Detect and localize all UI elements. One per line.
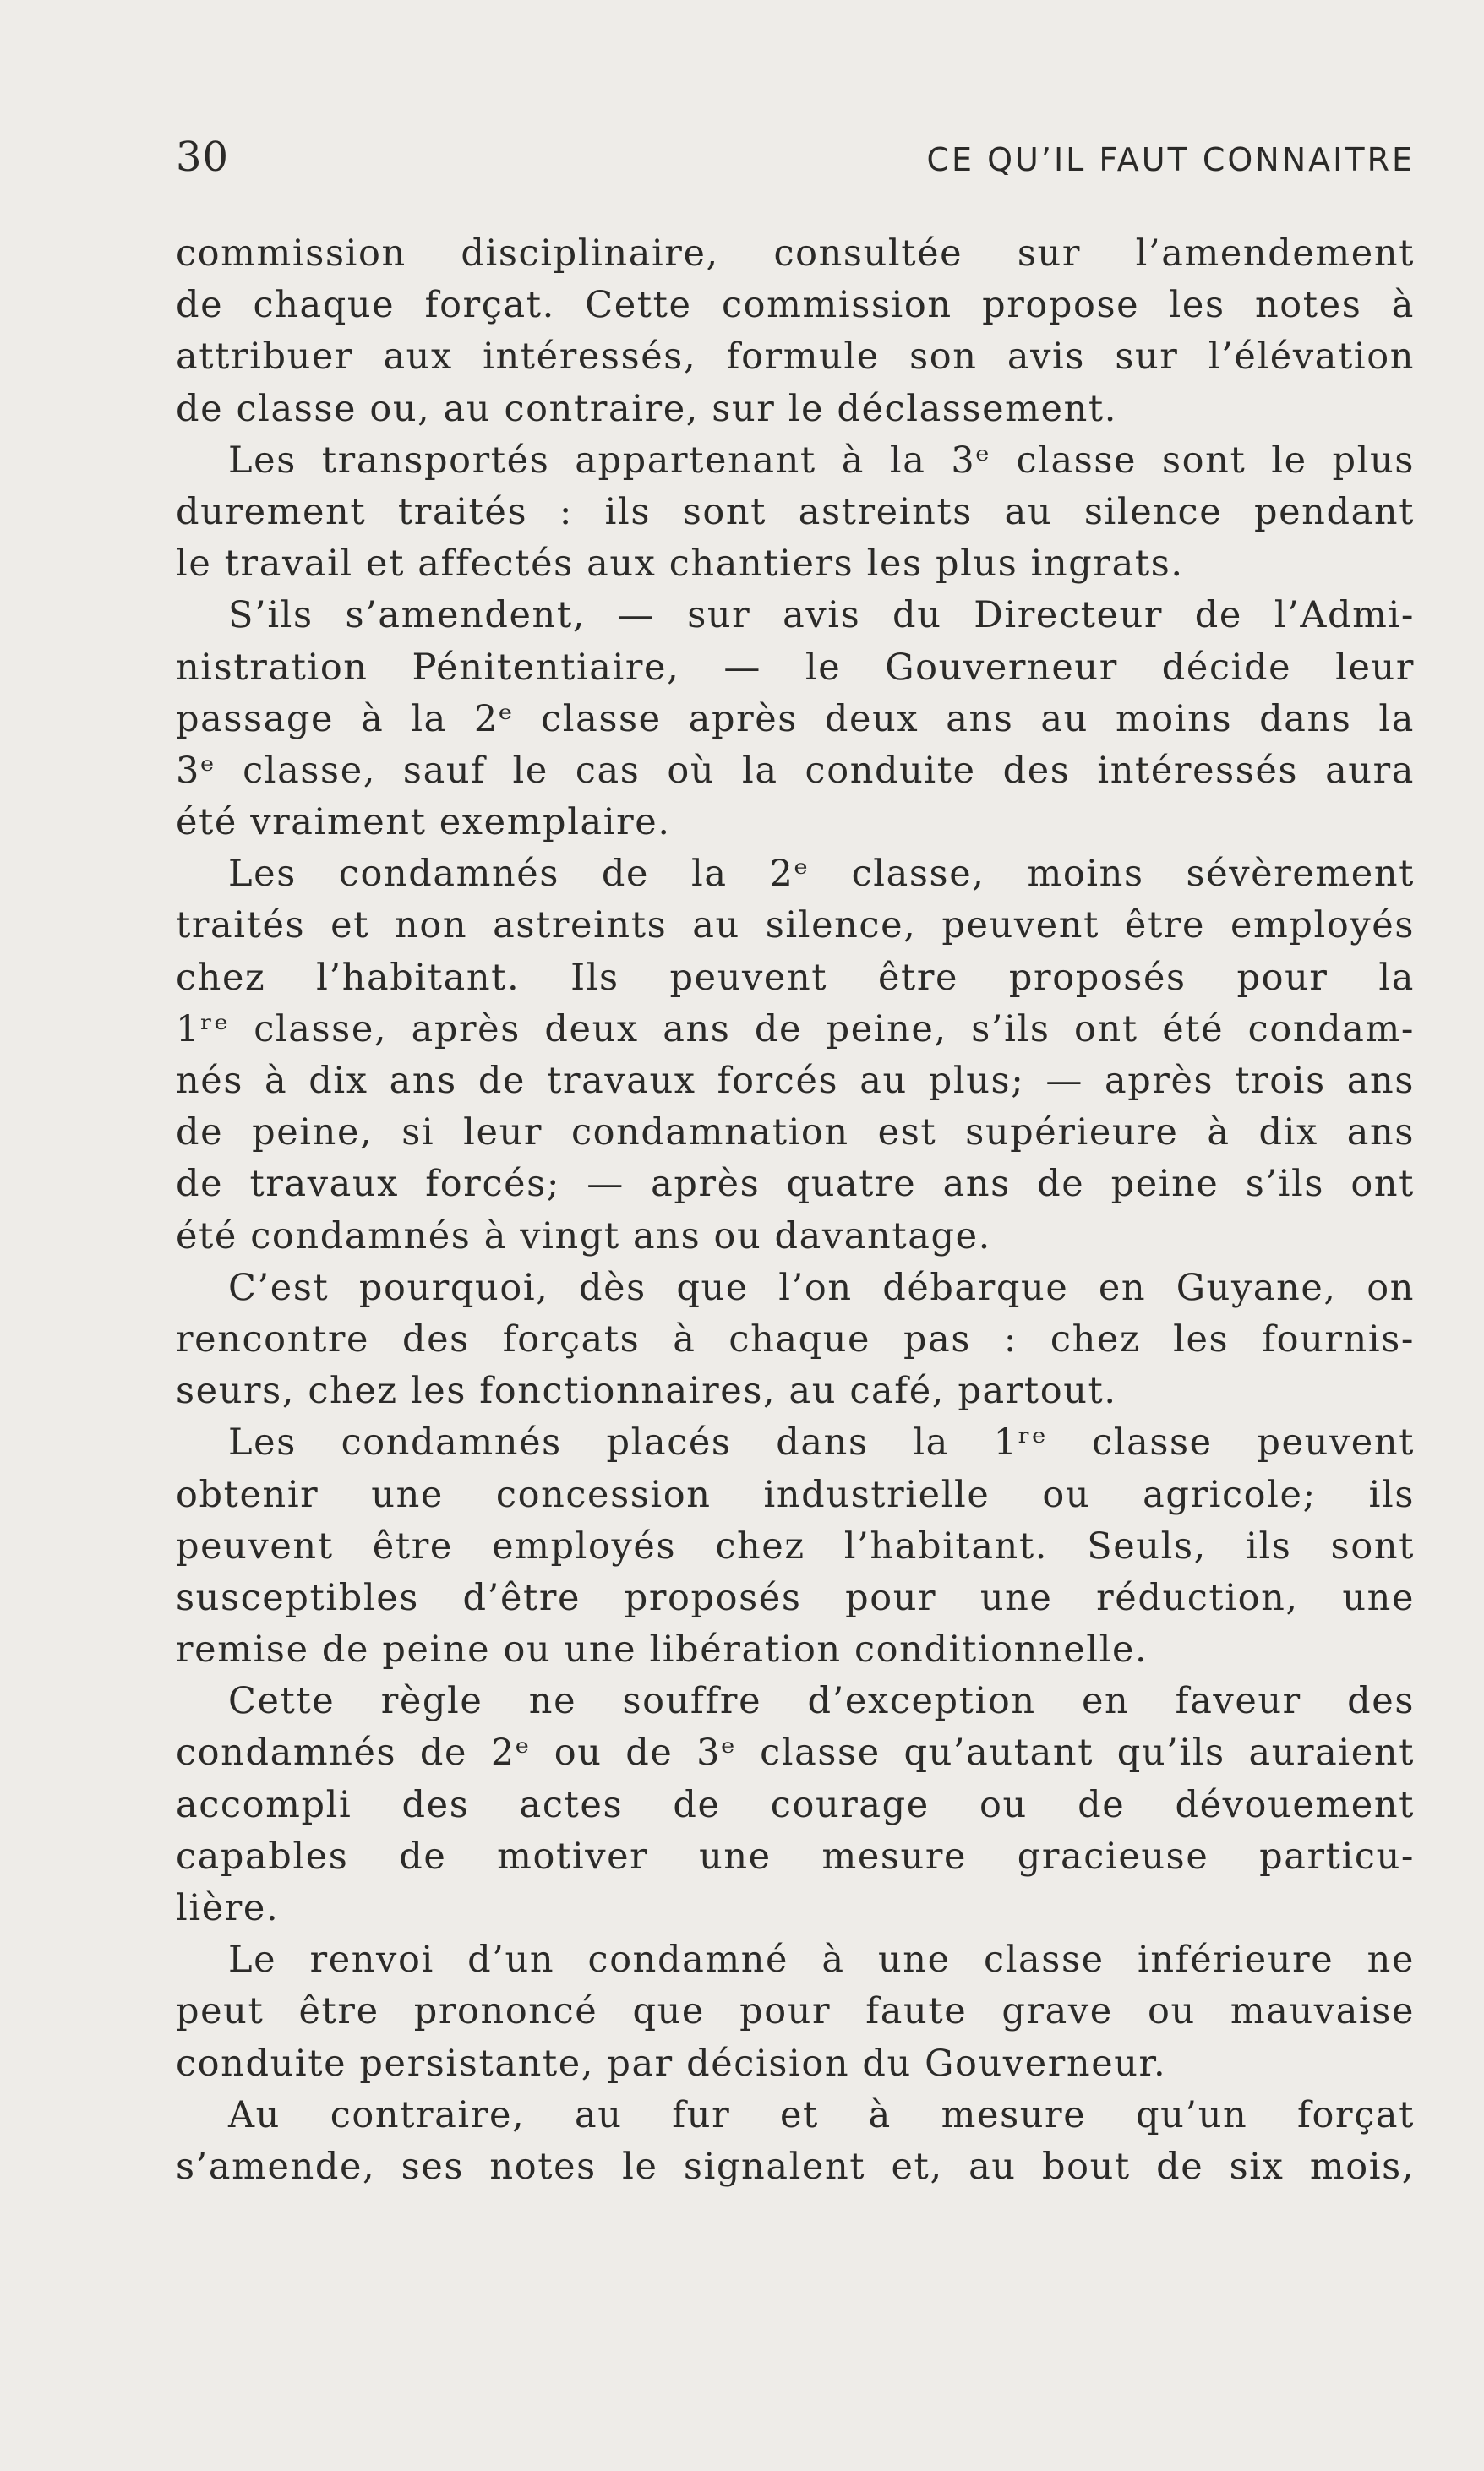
text-line: condamnés de 2ᵉ ou de 3ᵉ classe qu’autant qu’ils auraient (176, 1732, 1415, 1775)
text-line: de travaux forcés; — après quatre ans de peine s’ils ont (176, 1163, 1415, 1206)
page-header (176, 134, 1415, 193)
text-line: de peine, si leur condamnation est supérieure à dix ans (176, 1111, 1415, 1154)
paragraph-start-line: Les condamnés de la 2ᵉ classe, moins sévèrement (228, 853, 1415, 896)
running-title: CE QU’IL FAUT CONNAITRE (926, 141, 1415, 178)
text-line: susceptibles d’être proposés pour une réduction, une (176, 1576, 1415, 1619)
text-line: accompli des actes de courage ou de dévouement (176, 1783, 1415, 1826)
text-line: 1ʳᵉ classe, après deux ans de peine, s’ils ont été condam- (176, 1007, 1415, 1050)
text-line: remise de peine ou une libération conditionnelle. (176, 1628, 1148, 1672)
text-line: chez l’habitant. Ils peuvent être proposés pour la (176, 956, 1415, 999)
paragraph-start-line: Les transportés appartenant à la 3ᵉ classe sont le plus (228, 439, 1415, 482)
text-line: de classe ou, au contraire, sur le déclassement. (176, 387, 1118, 430)
body-text (176, 228, 1415, 2193)
page-number: 30 (176, 134, 230, 181)
text-line: durement traités : ils sont astreints au silence pendant (176, 490, 1415, 533)
text-line: seurs, chez les fonctionnaires, au café, partout. (176, 1370, 1117, 1413)
text-line: obtenir une concession industrielle ou agricole; ils (176, 1473, 1415, 1516)
text-line: de chaque forçat. Cette commission propose les notes à (176, 284, 1415, 327)
text-line: traités et non astreints au silence, peuvent être employés (176, 904, 1415, 947)
text-line: été condamnés à vingt ans ou davantage. (176, 1214, 991, 1257)
text-line: peut être prononcé que pour faute grave ou mauvaise (176, 1990, 1415, 2033)
paragraph-start-line: Les condamnés placés dans la 1ʳᵉ classe peuvent (228, 1421, 1415, 1465)
text-line: nés à dix ans de travaux forcés au plus; — après trois ans (176, 1060, 1415, 1102)
paragraph-start-line: Le renvoi d’un condamné à une classe inférieure ne (228, 1939, 1415, 1982)
text-line: le travail et affectés aux chantiers les plus ingrats. (176, 543, 1184, 586)
text-line: attribuer aux intéressés, formule son avis sur l’élévation (176, 335, 1415, 379)
text-line: commission disciplinaire, consultée sur l’amendement (176, 232, 1415, 275)
paragraph-start-line: C’est pourquoi, dès que l’on débarque en Guyane, on (228, 1266, 1415, 1309)
paragraph-start-line: S’ils s’amendent, — sur avis du Directeur de l’Admi- (228, 594, 1415, 637)
text-line: rencontre des forçats à chaque pas : chez les fournis- (176, 1317, 1415, 1361)
text-line: été vraiment exemplaire. (176, 801, 671, 844)
text-line: 3ᵉ classe, sauf le cas où la conduite des intéressés aura (176, 749, 1415, 792)
paragraph-start-line: Au contraire, au fur et à mesure qu’un forçat (228, 2093, 1415, 2136)
text-line: passage à la 2ᵉ classe après deux ans au moins dans la (176, 697, 1415, 740)
paragraph-start-line: Cette règle ne souffre d’exception en faveur des (228, 1680, 1415, 1723)
text-line: lière. (176, 1887, 280, 1929)
text-line: conduite persistante, par décision du Gouverneur. (176, 2042, 1167, 2085)
text-line: s’amende, ses notes le signalent et, au bout de six mois, (176, 2145, 1415, 2188)
text-line: peuvent être employés chez l’habitant. Seuls, ils sont (176, 1525, 1415, 1568)
text-line: nistration Pénitentiaire, — le Gouverneur décide leur (176, 646, 1415, 689)
text-line: capables de motiver une mesure gracieuse particu- (176, 1835, 1415, 1878)
